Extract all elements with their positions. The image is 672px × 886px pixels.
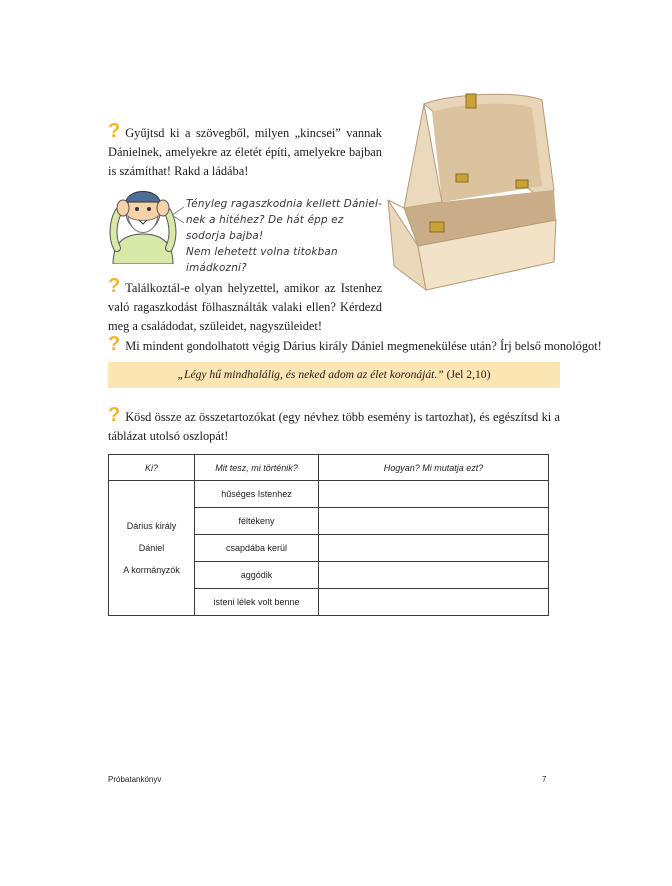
task-2 — [108, 275, 382, 336]
answer-cell[interactable] — [319, 535, 549, 562]
question-mark-icon: ? — [108, 120, 121, 142]
event-item: aggódik — [195, 562, 319, 589]
header-mit: Mit tesz, mi történik? — [195, 455, 319, 481]
matching-table — [108, 454, 549, 616]
event-item: isteni lélek volt benne — [195, 589, 319, 616]
answer-cell[interactable] — [319, 481, 549, 508]
speech-text — [186, 196, 386, 276]
speech-pointer — [172, 205, 184, 225]
task-3 — [108, 333, 602, 356]
worried-man-illustration — [103, 178, 183, 264]
quote-reference: (Jel 2,10) — [446, 368, 491, 381]
names-cell — [109, 481, 195, 616]
speech-line: Nem lehetett volna titokban imádkozni? — [186, 246, 338, 274]
footer-title: Próbatankönyv — [108, 775, 162, 784]
table-header-row — [109, 455, 549, 481]
name-item: Dániel — [138, 543, 165, 553]
name-item: Dárius király — [126, 521, 177, 531]
table-row — [109, 481, 549, 508]
answer-cell[interactable] — [319, 589, 549, 616]
question-mark-icon: ? — [108, 404, 121, 426]
task-2-text: Találkoztál-e olyan helyzettel, amikor az Istenhez való ragaszkodást fölhasználták valaki ellen? Kérdezd meg a családodat, szüleidet, nagyszüleidet! — [108, 281, 382, 333]
header-hogyan: Hogyan? Mi mutatja ezt? — [319, 455, 549, 481]
name-item: A kormányzók — [123, 565, 180, 575]
page-number: 7 — [542, 775, 547, 784]
question-mark-icon: ? — [108, 333, 121, 355]
task-4-text: Kösd össze az összetartozókat (egy névhez több esemény is tartozhat), és egészítsd ki a táblázat utolsó oszlopát! — [108, 410, 560, 443]
event-item: csapdába kerül — [195, 535, 319, 562]
event-item: féltékeny — [195, 508, 319, 535]
speech-line: nek a hitéhez? De hát épp ez sodorja bajba! — [186, 214, 344, 242]
wooden-chest-illustration — [378, 90, 562, 296]
speech-line: Tényleg ragaszkodnia kellett Dániel- — [186, 198, 383, 210]
answer-cell[interactable] — [319, 562, 549, 589]
bible-quote — [108, 362, 560, 388]
answer-cell[interactable] — [319, 508, 549, 535]
header-ki: Ki? — [109, 455, 195, 481]
question-mark-icon: ? — [108, 275, 121, 297]
task-3-text: Mi mindent gondolhatott végig Dárius király Dániel megmenekülése után? Írj belső monológot! — [125, 339, 602, 353]
task-1-text: Gyűjtsd ki a szövegből, milyen „kincsei” vannak Dánielnek, amelyekre az életét építi, amelyekre bajban is számíthat! Rakd a ládába! — [108, 126, 382, 178]
task-4 — [108, 404, 560, 446]
quote-text: „Légy hű mindhalálig, és neked adom az élet koronáját.” — [177, 368, 444, 381]
task-1 — [108, 120, 382, 181]
event-item: hűséges Istenhez — [195, 481, 319, 508]
